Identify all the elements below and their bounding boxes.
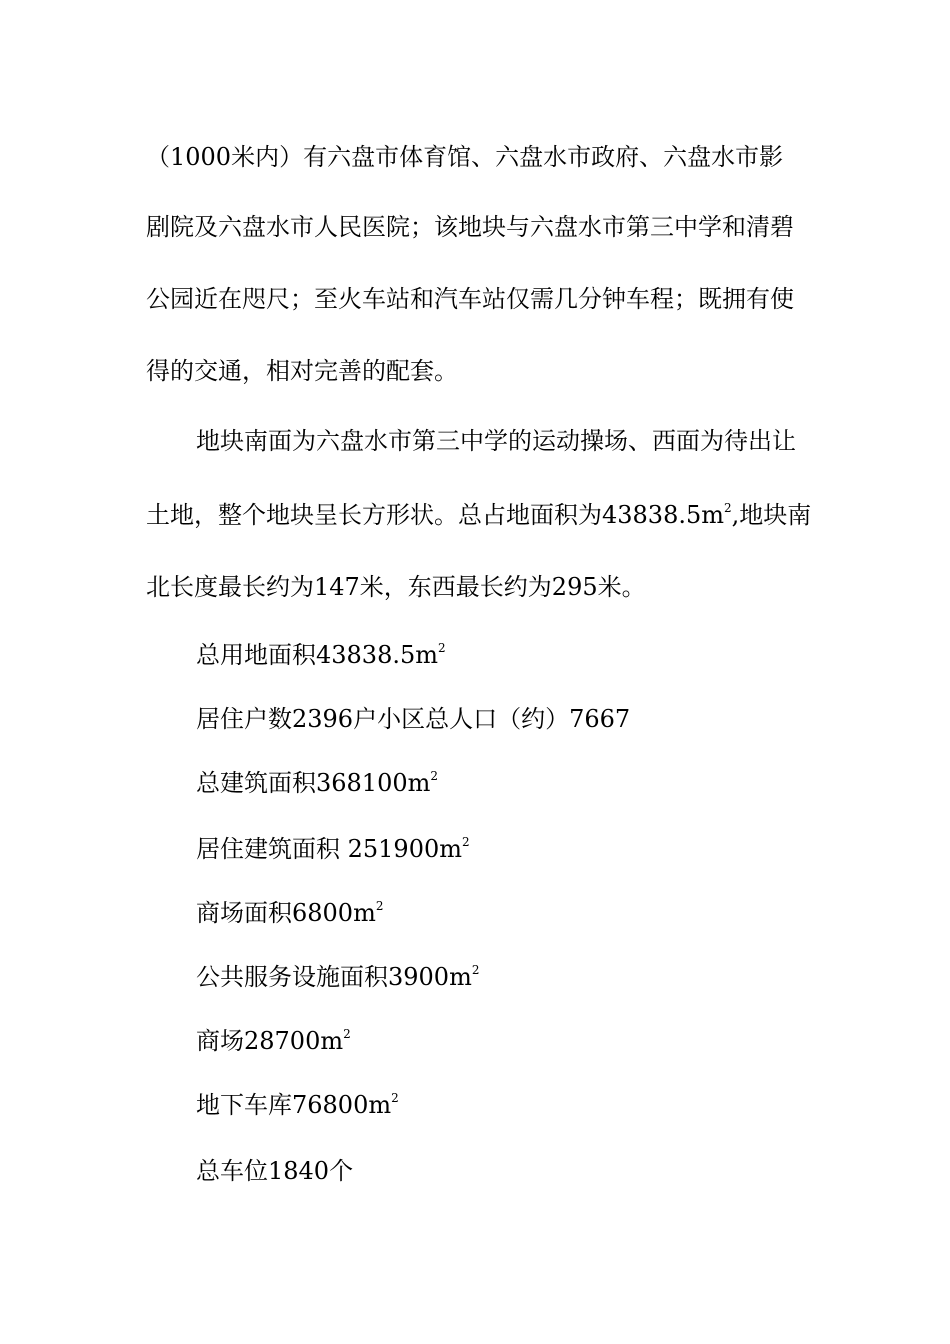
stat-item — [196, 834, 470, 864]
paragraph-2-line-1: 地块南面为六盘水市第三中学的运动操场、西面为待出让 — [196, 427, 796, 455]
superscript: 2 — [391, 1091, 399, 1105]
stat-text: 总车位1840个 — [196, 1157, 354, 1185]
paragraph-1-line-2: 剧院及六盘水市人民医院；该地块与六盘水市第三中学和清碧 — [146, 213, 794, 241]
superscript: 2 — [375, 899, 384, 913]
stat-text: 地下车库76800m — [196, 1091, 392, 1119]
stat-item — [196, 898, 383, 928]
paragraph-2-line-2-text: 土地，整个地块呈长方形状。总占地面积为43838.5m — [146, 501, 725, 529]
stat-text: 公共服务设施面积3900m — [196, 963, 472, 991]
stat-item — [196, 1026, 351, 1056]
superscript: 2 — [430, 769, 439, 783]
stat-text: 总建筑面积368100m — [196, 769, 431, 797]
stat-text: 居住户数2396户小区总人口（约）7667 — [196, 705, 631, 733]
stat-item — [196, 1090, 399, 1120]
stat-item — [196, 640, 446, 670]
superscript: 2 — [343, 1027, 351, 1041]
stat-text: 商场28700m — [196, 1027, 344, 1055]
superscript: 2 — [471, 963, 480, 977]
paragraph-1-line-1: （1000米内）有六盘市体育馆、六盘水市政府、六盘水市影 — [146, 143, 784, 171]
stat-text: 总用地面积43838.5m — [196, 641, 439, 669]
stat-text: 居住建筑面积 251900m — [196, 835, 463, 863]
stat-text: 商场面积6800m — [196, 899, 376, 927]
paragraph-2-line-3: 北长度最长约为147米，东西最长约为295米。 — [146, 573, 646, 601]
stat-item — [196, 1156, 353, 1186]
paragraph-2-line-2-tail: ,地块南 — [731, 501, 812, 529]
paragraph-2-line-2 — [146, 500, 811, 530]
superscript: 2 — [438, 641, 446, 655]
stat-item — [196, 704, 630, 734]
superscript: 2 — [724, 501, 732, 515]
stat-item — [196, 962, 479, 992]
paragraph-1-line-3: 公园近在咫尺；至火车站和汽车站仅需几分钟车程；既拥有使 — [146, 285, 794, 313]
stat-item — [196, 768, 438, 798]
paragraph-1-line-4: 得的交通，相对完善的配套。 — [146, 357, 458, 385]
superscript: 2 — [462, 835, 470, 849]
